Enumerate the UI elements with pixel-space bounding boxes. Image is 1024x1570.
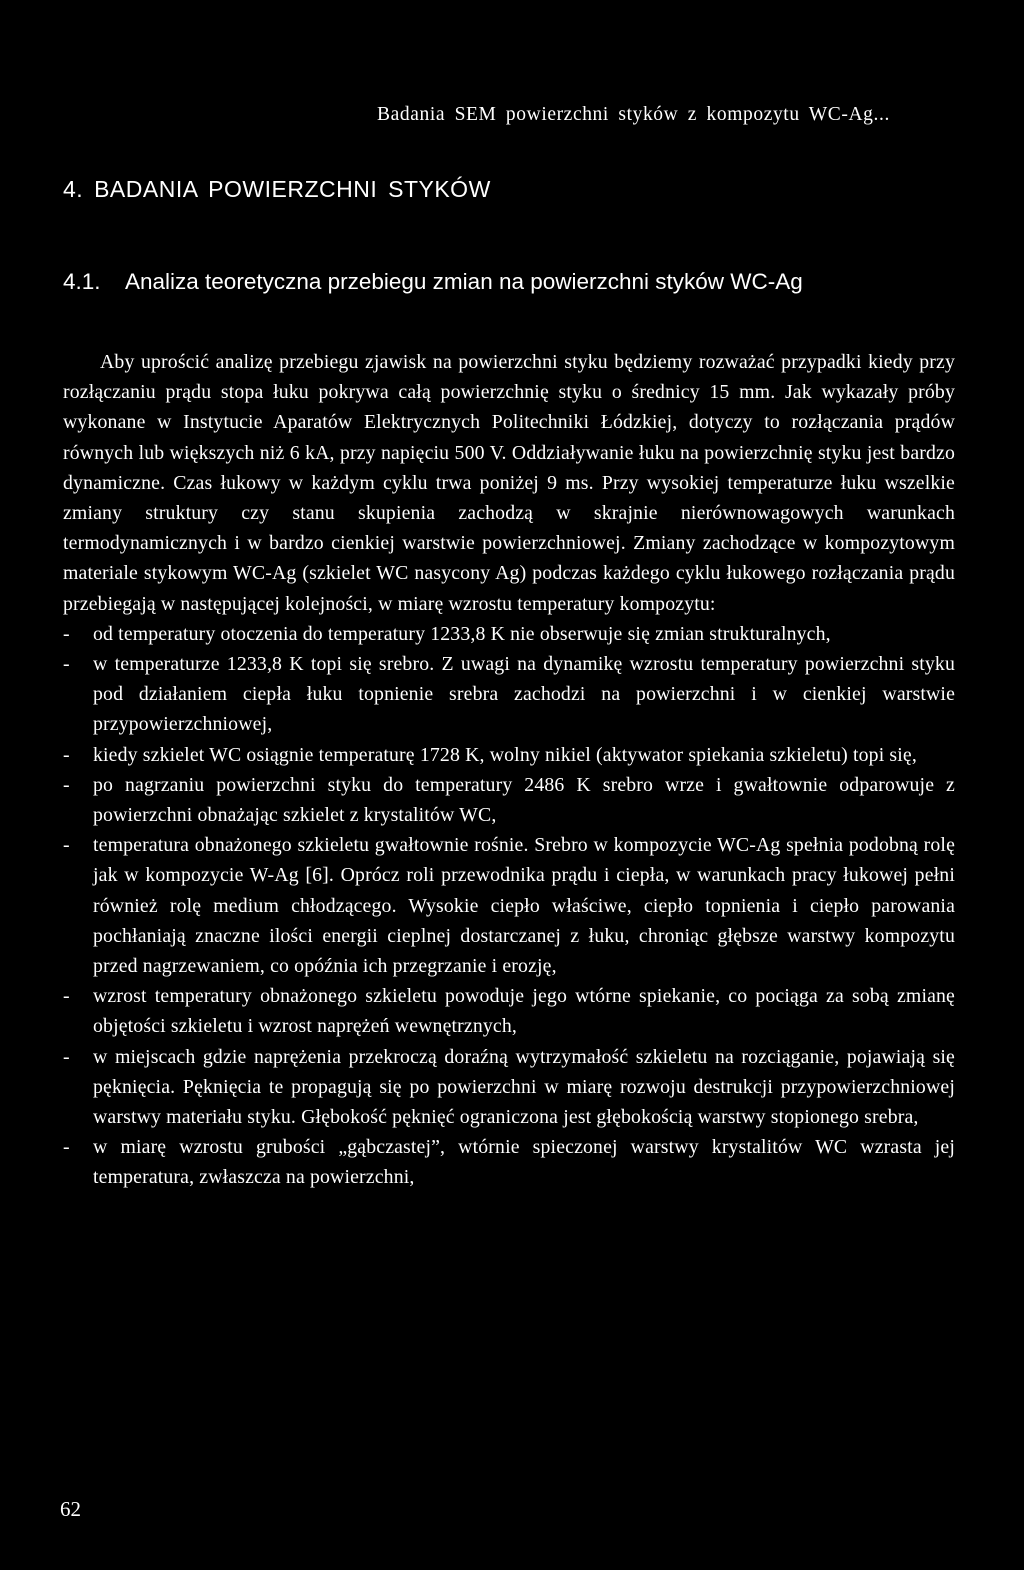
list-item-text: w miejscach gdzie naprężenia przekroczą doraźną wytrzymałość szkieletu na rozciąganie, pojawiają się pęknięcia. Pęknięcia te propagują się po powierzchni w miarę rozwoju destrukcji przypowierzchniowej warstwy materiału styku. Głębokość pęknięć ograniczona jest głębokością warstwy stopionego srebra, [93, 1045, 955, 1129]
list-item [63, 740, 955, 770]
list-item-text: temperatura obnażonego szkieletu gwałtownie rośnie. Srebro w kompozycie WC-Ag spełnia podobną rolę jak w kompozycie W-Ag [6]. Oprócz roli przewodnika prądu i ciepła, w warunkach pracy łukowej pełni również rolę medium chłodzącego. Wysokie ciepło właściwe, ciepło topnienia i ciepło parowania pochłaniają znaczne ilości energii cieplnej dostarczanej z łuku, chroniąc głębsze warstwy kompozytu przed nagrzewaniem, co opóźnia ich przegrzanie i erozję, [93, 834, 955, 978]
list-dash: - [63, 834, 70, 857]
subsection-number: 4.1. [63, 269, 101, 294]
list-dash: - [63, 773, 70, 796]
list-dash: - [63, 622, 70, 645]
list-item-text: od temperatury otoczenia do temperatury 1233,8 K nie obserwuje się zmian strukturalnych, [93, 622, 831, 645]
subsection-title: Analiza teoretyczna przebiegu zmian na powierzchni styków WC-Ag [125, 269, 803, 294]
list-item-text: w miarę wzrostu grubości „gąbczastej”, wtórnie spieczonej warstwy krystalitów WC wzrasta jej temperatura, zwłaszcza na powierzchni, [93, 1136, 955, 1189]
list-item [63, 1042, 955, 1133]
list-item-text: wzrost temperatury obnażonego szkieletu powoduje jego wtórne spiekanie, co pociąga za sobą zmianę objętości szkieletu i wzrost naprężeń wewnętrznych, [93, 985, 955, 1038]
list-item [63, 649, 955, 740]
list-item [63, 619, 955, 649]
list-dash: - [63, 1136, 70, 1159]
list-item-text: kiedy szkielet WC osiągnie temperaturę 1728 K, wolny nikiel (aktywator spiekania szkieletu) topi się, [93, 743, 917, 766]
list-item [63, 770, 955, 830]
list-item [63, 981, 955, 1041]
list-dash: - [63, 985, 70, 1008]
list-item [63, 830, 955, 981]
list-item-text: po nagrzaniu powierzchni styku do temperatury 2486 K srebro wrze i gwałtownie odparowuje z powierzchni obnażając szkielet z krystalitów WC, [93, 773, 955, 827]
page-number: 62 [60, 1497, 81, 1521]
running-head: Badania SEM powierzchni styków z kompozytu WC-Ag... [377, 104, 890, 125]
subsection-heading [63, 266, 908, 297]
intro-paragraph: Aby uprościć analizę przebiegu zjawisk na powierzchni styku będziemy rozważać przypadki kiedy przy rozłączaniu prądu stopa łuku pokrywa całą powierzchnię styku o średnicy 15 mm. Jak wykazały próby wykonane w Instytucie Aparatów Elektrycznych Politechniki Łódzkiej, dotyczy to rozłączania prądów równych lub większych niż 6 kA, przy napięciu 500 V. Oddziaływanie łuku na powierzchnię styku jest bardzo dynamiczne. Czas łukowy w każdym cyklu trwa poniżej 9 ms. Przy wysokiej temperaturze łuku wszelkie zmiany struktury czy stanu skupienia zachodzą w skrajnie nierównowagowych warunkach termodynamicznych i w bardzo cienkiej warstwie powierzchniowej. Zmiany zachodzące w kompozytowym materiale stykowym WC-Ag (szkielet WC nasycony Ag) podczas każdego cyklu łukowego rozłączania prądu przebiegają w następującej kolejności, w miarę wzrostu temperatury kompozytu: [63, 351, 955, 615]
list-dash: - [63, 1045, 70, 1068]
section-title: 4. BADANIA POWIERZCHNI STYKÓW [63, 176, 491, 202]
list-item [63, 1132, 955, 1192]
list-dash: - [63, 743, 70, 766]
stages-list [63, 619, 955, 1193]
list-item-text: w temperaturze 1233,8 K topi się srebro. Z uwagi na dynamikę wzrostu temperatury powierzchni styku pod działaniem ciepła łuku topnienie srebra zachodzi na powierzchni i w cienkiej warstwie przypowierzchniowej, [93, 653, 955, 736]
body-text [63, 347, 955, 1193]
list-dash: - [63, 653, 70, 676]
